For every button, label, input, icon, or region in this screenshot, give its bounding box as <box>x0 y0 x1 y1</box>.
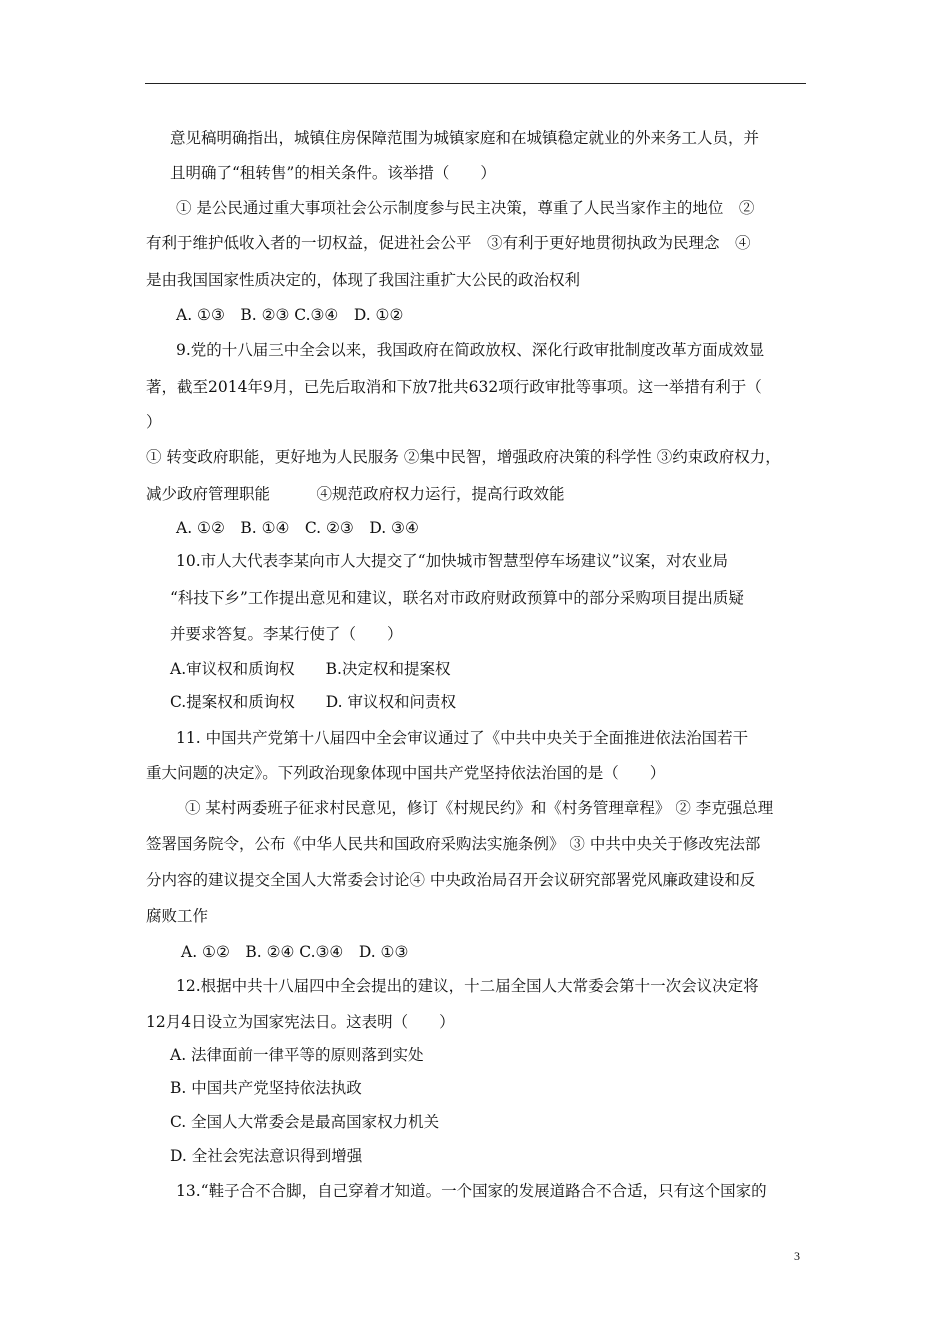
text-line: 意见稿明确指出，城镇住房保障范围为城镇家庭和在城镇稳定就业的外来务工人员，并 <box>170 129 760 147</box>
text-line: ） <box>146 413 162 431</box>
option-a: A. 法律面前一律平等的原则落到实处 <box>170 1046 424 1064</box>
option-d: D. 全社会宪法意识得到增强 <box>170 1147 363 1165</box>
text-line: 且明确了“租转售”的相关条件。该举措（ ） <box>170 164 496 182</box>
answer-options: A. ①② B. ①④ C. ②③ D. ③④ <box>176 519 419 537</box>
text-line: 重大问题的决定》。下列政治现象体现中国共产党坚持依法治国的是（ ） <box>146 764 666 782</box>
question-9: 9.党的十八届三中全会以来，我国政府在简政放权、深化行政审批制度改革方面成效显 <box>176 341 765 359</box>
text-line: ① 某村两委班子征求村民意见，修订《村规民约》和《村务管理章程》 ② 李克强总理 <box>185 799 774 817</box>
question-10: 10.市人大代表李某向市人大提交了“加快城市智慧型停车场建议”议案，对农业局 <box>176 552 729 570</box>
question-11: 11. 中国共产党第十八届四中全会审议通过了《中共中央关于全面推进依法治国若干 <box>176 729 749 747</box>
answer-options: A. ①② B. ②④ C.③④ D. ①③ <box>181 943 409 961</box>
text-line: ① 转变政府职能，更好地为人民服务 ②集中民智，增强政府决策的科学性 ③约束政府权力， <box>146 448 781 466</box>
text-line: 腐败工作 <box>146 907 209 925</box>
answer-options: C.提案权和质询权 D. 审议权和问责权 <box>170 693 456 711</box>
text-line: 分内容的建议提交全国人大常委会讨论④ 中央政治局召开会议研究部署党风廉政建设和反 <box>146 871 756 889</box>
text-line: ① 是公民通过重大事项社会公示制度参与民主决策，尊重了人民当家作主的地位 ② <box>176 199 755 217</box>
question-13: 13.“鞋子合不合脚，自己穿着才知道。一个国家的发展道路合不合适，只有这个国家的 <box>176 1182 767 1200</box>
answer-options: A.审议权和质询权 B.决定权和提案权 <box>170 660 451 678</box>
answer-options: A. ①③ B. ②③ C.③④ D. ①② <box>176 306 404 324</box>
text-line: 有利于维护低收入者的一切权益，促进社会公平 ③有利于更好地贯彻执政为民理念 ④ <box>146 234 751 252</box>
text-line: 签署国务院令，公布《中华人民共和国政府采购法实施条例》 ③ 中共中央关于修改宪法部 <box>146 835 761 853</box>
text-line: 并要求答复。李某行使了（ ） <box>170 625 403 643</box>
option-c: C. 全国人大常委会是最高国家权力机关 <box>170 1113 440 1131</box>
option-b: B. 中国共产党坚持依法执政 <box>170 1079 362 1097</box>
text-line: 12月4日设立为国家宪法日。这表明（ ） <box>146 1013 455 1031</box>
question-12: 12.根据中共十八届四中全会提出的建议，十二届全国人大常委会第十一次会议决定将 <box>176 977 759 995</box>
header-rule <box>145 83 806 84</box>
text-line: “科技下乡”工作提出意见和建议，联名对市政府财政预算中的部分采购项目提出质疑 <box>170 589 744 607</box>
page-number: 3 <box>794 1249 800 1263</box>
text-line: 减少政府管理职能 ④规范政府权力运行，提高行政效能 <box>146 485 565 503</box>
text-line: 是由我国国家性质决定的，体现了我国注重扩大公民的政治权利 <box>146 271 581 289</box>
text-line: 著，截至2014年9月，已先后取消和下放7批共632项行政审批等事项。这一举措有利于（ <box>146 378 762 396</box>
